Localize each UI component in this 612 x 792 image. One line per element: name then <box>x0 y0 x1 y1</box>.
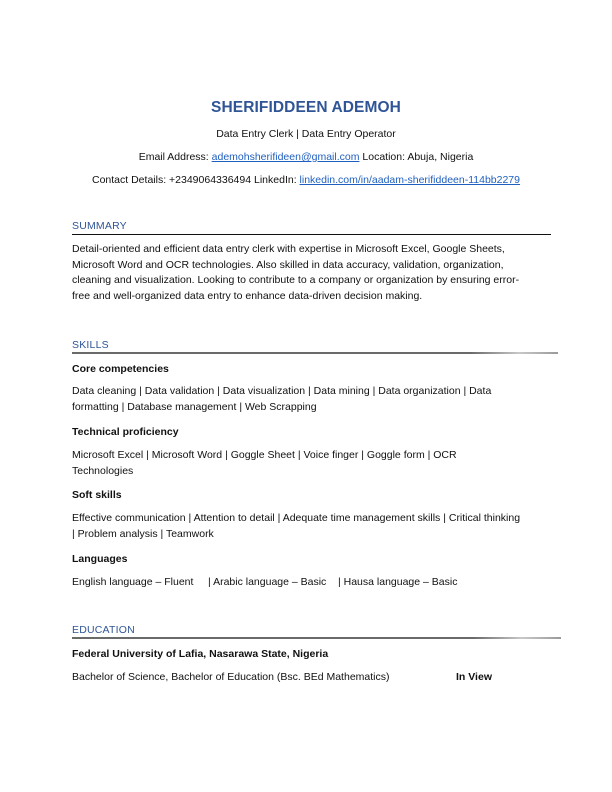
skills-soft-heading: Soft skills <box>72 489 122 501</box>
email-link[interactable]: ademohsherifideen@gmail.com <box>211 151 360 163</box>
summary-text: Detail-oriented and efficient data entry clerk with expertise in Microsoft Excel, Google Sheets, Microsoft Word and OCR technologies. Also skilled in data accuracy, validation, organization, cleaning and visualization. Looking to contribute to a company or organization by ensuring error-free and well-organized data entry to enhance data-driven decision making. <box>72 243 520 303</box>
contact-email-line <box>0 151 612 163</box>
email-label: Email Address: <box>138 151 212 163</box>
location-text: Location: Abuja, Nigeria <box>359 151 474 163</box>
candidate-name: SHERIFIDDEEN ADEMOH <box>211 99 401 116</box>
skills-divider <box>72 352 558 354</box>
education-institution: Federal University of Lafia, Nasarawa State, Nigeria <box>72 648 329 660</box>
skills-core-heading: Core competencies <box>72 363 169 375</box>
skills-technical-heading: Technical proficiency <box>72 426 179 438</box>
summary-divider <box>72 234 551 235</box>
skills-languages-heading: Languages <box>72 553 128 565</box>
skills-technical-text: Microsoft Excel | Microsoft Word | Goggle Sheet | Voice finger | Goggle form | OCR Technologies <box>72 449 457 477</box>
job-title: Data Entry Clerk | Data Entry Operator <box>216 128 396 140</box>
education-status: In View <box>456 671 492 683</box>
education-heading: EDUCATION <box>72 624 135 636</box>
linkedin-link[interactable]: linkedin.com/in/aadam-sherifiddeen-114bb2279 <box>299 174 520 186</box>
skills-soft-text: Effective communication | Attention to detail | Adequate time management skills | Critical thinking | Problem analysis | Teamwork <box>72 512 521 540</box>
skills-languages-text: English language – Fluent | Arabic language – Basic | Hausa language – Basic <box>72 576 458 588</box>
education-degree: Bachelor of Science, Bachelor of Education (Bsc. BEd Mathematics) <box>72 671 390 683</box>
education-divider <box>72 637 561 639</box>
skills-heading: SKILLS <box>72 339 109 351</box>
skills-core-text: Data cleaning | Data validation | Data visualization | Data mining | Data organization | Data formatting | Database management | Web Scrapping <box>72 385 492 413</box>
phone-label: Contact Details: +2349064336494 LinkedIn: <box>92 174 300 186</box>
contact-phone-line <box>0 174 612 186</box>
summary-heading: SUMMARY <box>72 220 127 232</box>
